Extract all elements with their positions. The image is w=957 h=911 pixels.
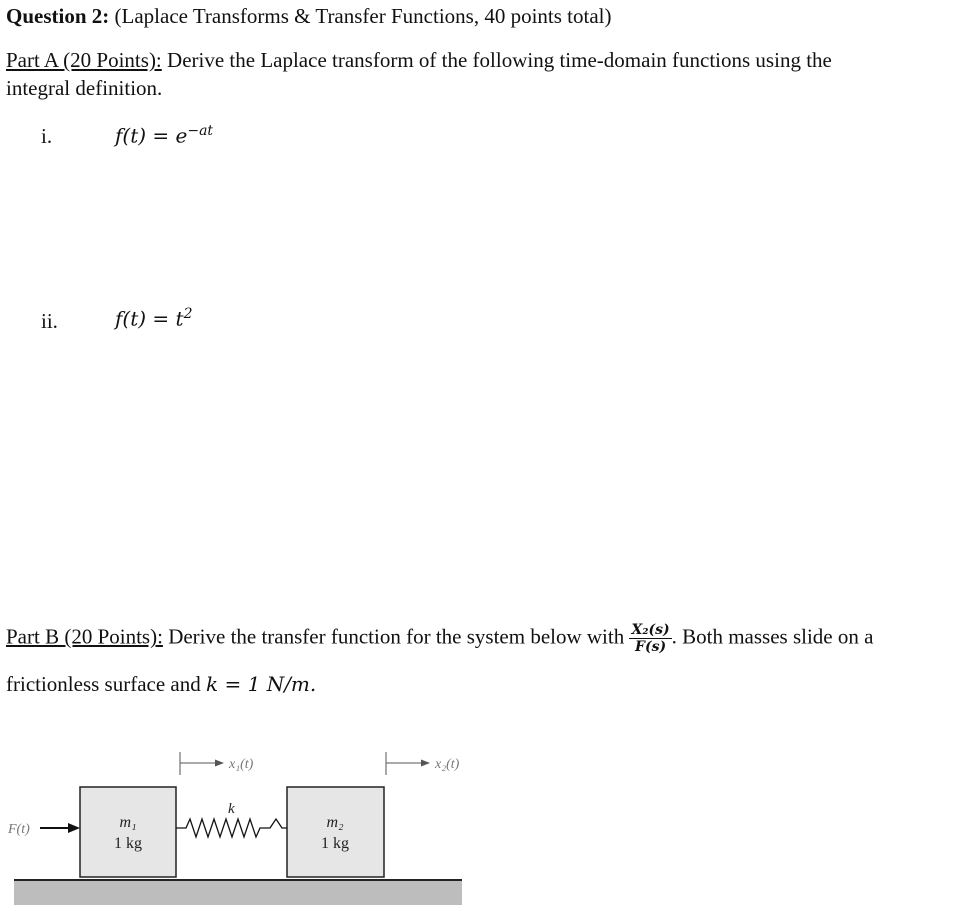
item-ii-exponent: 2 bbox=[183, 306, 193, 322]
item-ii-lhs: f(t) = t bbox=[115, 306, 184, 331]
item-i-exponent: −at bbox=[187, 123, 214, 139]
question-title bbox=[6, 2, 611, 30]
force-label: F(t) bbox=[8, 822, 30, 837]
part-b-text bbox=[6, 622, 873, 655]
part-b-line2 bbox=[6, 670, 316, 698]
part-b-heading: Part B (20 Points): bbox=[6, 624, 163, 649]
item-i-lhs: f(t) = e bbox=[115, 123, 188, 148]
part-a-line1: Derive the Laplace transform of the following time-domain functions using the bbox=[167, 48, 832, 72]
part-a-line2: integral definition. bbox=[6, 76, 163, 100]
x2-arrow-head bbox=[421, 760, 430, 767]
item-i-equation bbox=[115, 123, 213, 148]
part-b-line2-text: frictionless surface and bbox=[6, 672, 201, 696]
force-arrow-head bbox=[68, 823, 80, 833]
mass-2-block bbox=[287, 787, 384, 877]
fraction-numerator: X₂(s) bbox=[631, 622, 670, 638]
mass-1-block bbox=[80, 787, 176, 877]
transfer-fraction bbox=[629, 622, 671, 655]
mass-spring-diagram bbox=[0, 735, 480, 911]
spring bbox=[176, 819, 287, 837]
part-b-text-before: Derive the transfer function for the system below with bbox=[168, 624, 625, 649]
part-a-heading: Part A (20 Points): bbox=[6, 48, 162, 72]
part-b-text-after: . Both masses slide on a bbox=[671, 624, 874, 649]
question-subtitle: (Laplace Transforms & Transfer Functions, 40 points total) bbox=[114, 4, 612, 28]
mass-2-name: m₂ bbox=[326, 814, 344, 831]
item-ii-numeral: ii. bbox=[41, 309, 58, 333]
ground bbox=[14, 880, 462, 905]
mass-1-name: m₁ bbox=[119, 814, 137, 831]
part-a-text bbox=[6, 46, 832, 74]
mass-2-value: 1 kg bbox=[321, 835, 349, 852]
item-ii-equation bbox=[115, 306, 192, 331]
item-i-numeral: i. bbox=[41, 124, 53, 148]
x2-label: x₂(t) bbox=[435, 757, 460, 772]
question-label: Question 2: bbox=[6, 4, 110, 28]
x1-arrow-head bbox=[215, 760, 224, 767]
spring-label: k bbox=[228, 801, 235, 817]
part-b-line2-math: k = 1 N/m. bbox=[206, 672, 317, 696]
mass-1-value: 1 kg bbox=[114, 835, 142, 852]
x1-label: x₁(t) bbox=[229, 757, 254, 772]
fraction-denominator: F(s) bbox=[635, 639, 667, 655]
